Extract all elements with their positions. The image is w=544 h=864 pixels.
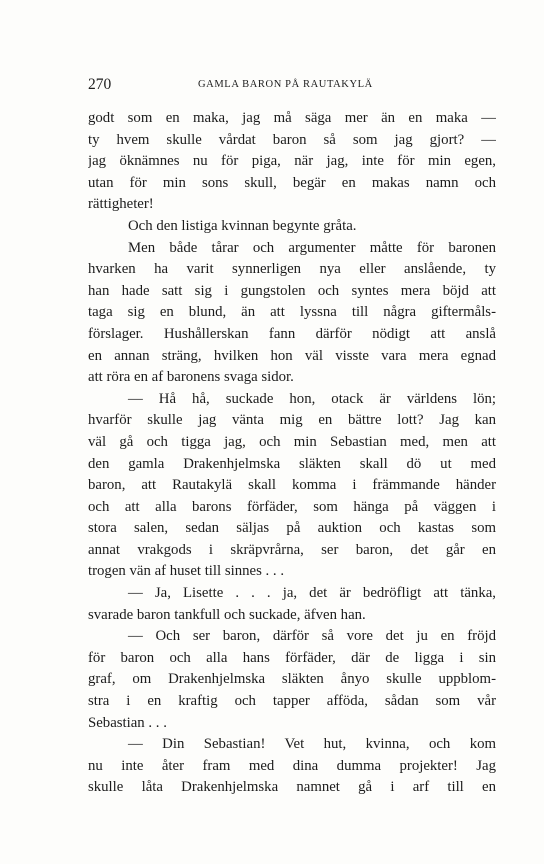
text-line: — Ja, Lisette . . . ja, det är bedröfligt att tänka,	[128, 585, 496, 602]
text-line: att röra en af baronens svaga sidor.	[88, 369, 294, 386]
text-line: hvarken ha varit synnerligen nya eller anslående, ty	[88, 261, 496, 278]
body-text	[88, 108, 496, 799]
text-line: godt som en maka, jag må säga mer än en maka —	[88, 110, 496, 126]
text-line: rättigheter!	[88, 196, 154, 213]
text-line: en annan sträng, hvilken hon väl visste vara mera egnad	[88, 347, 496, 364]
text-line: Och den listiga kvinnan begynte gråta.	[128, 217, 357, 234]
running-title: GAMLA BARON PÅ RAUTAKYLÄ	[198, 79, 373, 90]
text-line: svarade baron tankfull och suckade, äfven han.	[88, 606, 366, 623]
text-line: den gamla Drakenhjelmska släkten skall dö ut med	[88, 455, 496, 472]
text-line: förslager. Hushållerskan fann därför nödigt att anslå	[88, 325, 496, 342]
text-line: utan för min sons skull, begär en makas namn och	[88, 174, 496, 191]
text-line: graf, om Drakenhjelmska släkten ånyo skulle uppblom-	[88, 671, 496, 688]
text-line: — Din Sebastian! Vet hut, kvinna, och kom	[128, 736, 496, 753]
text-line: taga sig en blund, än att lyssna till några giftermåls-	[88, 304, 496, 321]
text-line: han hade satt sig i gungstolen och syntes mera böjd att	[88, 282, 496, 299]
text-line: trogen vän af huset till sinnes . . .	[88, 563, 285, 580]
text-line: Men både tårar och argumenter måtte för baronen	[128, 239, 496, 256]
text-line: och att alla barons förfäder, som hänga på väggen i	[88, 498, 496, 515]
text-line: nu inte åter fram med dina dumma projekter! Jag	[88, 757, 496, 774]
text-line: jag öknämnes nu för piga, när jag, inte för min egen,	[88, 153, 496, 170]
text-line: hvarför skulle jag vänta mig en bättre lott? Jag kan	[88, 412, 496, 429]
page-header	[88, 76, 498, 98]
text-line: stra i en kraftig och tapper afföda, sådan som vår	[88, 693, 496, 710]
text-line: väl gå och tigga jag, och min Sebastian med, men att	[88, 433, 496, 450]
text-line: — Hå hå, suckade hon, otack är världens lön;	[128, 390, 496, 407]
text-line: Sebastian . . .	[88, 714, 167, 731]
text-line: stora salen, sedan säljas på auktion och kastas som	[88, 520, 496, 537]
text-line: baron, att Rautakylä skall komma i främmande händer	[88, 477, 496, 494]
text-line: ty hvem skulle vårdat baron så som jag gjort? —	[88, 131, 496, 148]
text-line: — Och ser baron, därför så vore det ju en fröjd	[128, 628, 496, 645]
text-line: annat vrakgods i skräpvrårna, ser baron, det går en	[88, 541, 496, 558]
text-line: för baron och alla hans förfäder, där de ligga i sin	[88, 649, 496, 666]
page-number: 270	[88, 76, 112, 93]
text-line: skulle låta Drakenhjelmska namnet gå i arf till en	[88, 779, 496, 796]
